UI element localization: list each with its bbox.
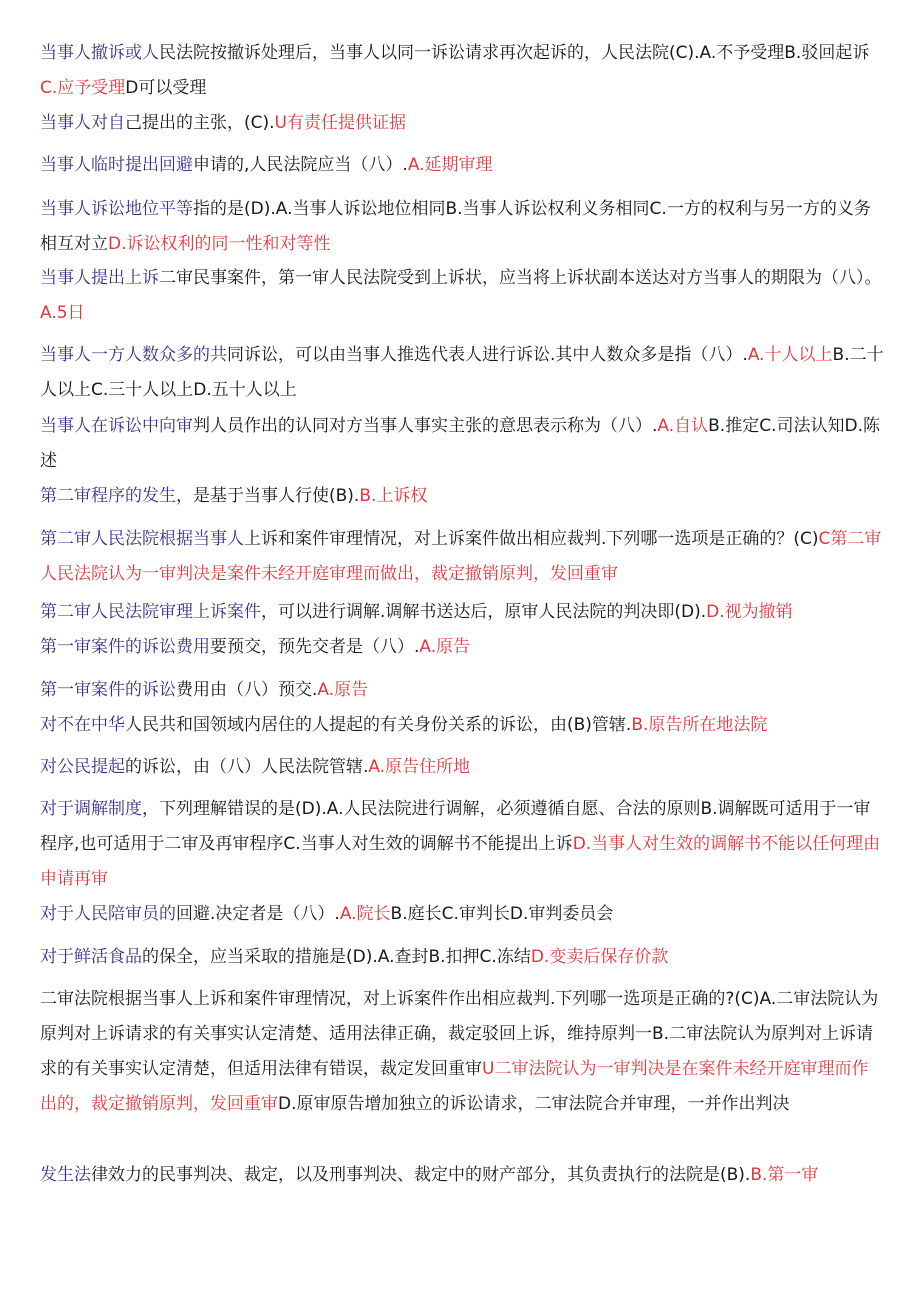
answer-text: U二审法院认为一审判决是在案件未经开庭审理而作出的，裁定撤销原判，发回重审 — [40, 1059, 869, 1114]
answer-text: B.第一审 — [750, 1165, 819, 1185]
question-text: 己提出的主张，(C). — [125, 113, 275, 133]
answer-text: D.当事人对生效的调解书不能以任何理由申请再审 — [40, 834, 881, 889]
question-prefix: 第一审案件的诉讼费用 — [40, 637, 210, 657]
question-prefix: 第一审案件的诉讼 — [40, 680, 176, 700]
question-text: 费用由（八）预交. — [176, 680, 318, 700]
answer-text: B.原告所在地法院 — [631, 715, 768, 735]
question-item — [40, 673, 885, 708]
question-item — [40, 750, 885, 785]
answer-text: D.诉讼权利的同一性和对等性 — [108, 234, 331, 254]
question-prefix: 第二审程序的发生 — [40, 486, 176, 506]
question-prefix: 当事人对自 — [40, 113, 125, 133]
question-prefix: 第二审人民法院审理上诉案件 — [40, 602, 261, 622]
question-item — [40, 940, 885, 975]
question-item — [40, 522, 885, 592]
question-text: 申请的,人民法院应当（八）. — [193, 155, 408, 175]
question-text: 回避.决定者是（八）. — [176, 904, 340, 924]
question-text: 民法院按撤诉处理后，当事人以同一诉讼请求再次起诉的，人民法院(C).A.不予受理B.驳回起诉 — [159, 43, 870, 63]
question-tail: B.庭长C.审判长D.审判委员会 — [390, 904, 614, 924]
question-item — [40, 261, 885, 331]
question-text: 人民共和国领域内居住的人提起的有关身份关系的诉讼，由(B)管辖. — [125, 715, 632, 735]
answer-text: A.院长 — [339, 904, 391, 924]
question-text: 律效力的民事判决、裁定，以及刑事判决、裁定中的财产部分，其负责执行的法院是(B). — [91, 1165, 751, 1185]
answer-text: C第二审人民法院认为一审判决是案件未经开庭审理而做出，裁定撤销原判，发回重审 — [40, 529, 882, 584]
answer-text: A.自认 — [657, 416, 709, 436]
question-prefix: 第二审人民法院根据当事人 — [40, 529, 244, 549]
question-text: ，下列理解错误的是(D).A.人民法院进行调解，必须遵循自愿、合法的原则B.调解既可适用于一审程序,也可适用于二审及再审程序C.当事人对生效的调解书不能提出上诉 — [40, 799, 871, 854]
answer-text: A.5日 — [40, 303, 85, 323]
question-prefix: 对于鲜活食品 — [40, 947, 142, 967]
question-text: 判人员作出的认同对方当事人事实主张的意思表示称为（八）. — [193, 416, 658, 436]
question-tail: D可以受理 — [125, 78, 207, 98]
question-item — [40, 1158, 885, 1193]
question-prefix: 当事人在诉讼中向审 — [40, 416, 193, 436]
question-item — [40, 479, 885, 514]
answer-text: D.变卖后保存价款 — [530, 947, 669, 967]
answer-text: A.延期审理 — [407, 155, 493, 175]
question-prefix: 当事人一方人数众多的共 — [40, 345, 227, 365]
question-item — [40, 106, 885, 141]
question-item — [40, 897, 885, 932]
question-prefix: 当事人临时提出回避 — [40, 155, 193, 175]
answer-text: D.视为撤销 — [706, 602, 793, 622]
question-item — [40, 595, 885, 630]
question-text: 上诉和案件审理情况，对上诉案件做出相应裁判.下列哪一选项是正确的？(C) — [244, 529, 819, 549]
question-text: 同诉讼，可以由当事人推选代表人进行诉讼.其中人数众多是指（八）. — [227, 345, 748, 365]
question-prefix: 对公民提起 — [40, 757, 125, 777]
question-prefix: 对于人民陪审员的 — [40, 904, 176, 924]
question-tail: B.二十人以上C.三十人以上D.五十人以上 — [40, 345, 884, 400]
question-item — [40, 982, 885, 1122]
question-item — [40, 708, 885, 743]
question-text: 指的是(D).A.当事人诉讼地位相同B.当事人诉讼权利义务相同C.一方的权利与另一方的义务相互对立 — [40, 199, 871, 254]
question-text: 二审民事案件，第一审人民法院受到上诉状，应当将上诉状副本送达对方当事人的期限为（八）。 — [159, 268, 882, 288]
question-prefix: 对于调解制度 — [40, 799, 142, 819]
question-item — [40, 192, 885, 262]
answer-text: C.应予受理 — [40, 78, 126, 98]
question-item — [40, 630, 885, 665]
question-item — [40, 409, 885, 479]
answer-text: A.原告 — [419, 637, 471, 657]
question-tail: B.推定C.司法认知D.陈述 — [40, 416, 880, 471]
question-prefix: 当事人诉讼地位平等 — [40, 199, 193, 219]
question-prefix: 发生法 — [40, 1165, 91, 1185]
answer-text: U有责任提供证据 — [274, 113, 406, 133]
question-item — [40, 792, 885, 897]
answer-text: A.原告住所地 — [368, 757, 471, 777]
question-text: 的保全，应当采取的措施是(D).A.查封B.扣押C.冻结 — [142, 947, 531, 967]
question-text: ，可以进行调解.调解书送达后，原审人民法院的判决即(D). — [261, 602, 707, 622]
question-item — [40, 338, 885, 408]
question-prefix: 当事人提出上诉 — [40, 268, 159, 288]
question-tail: D.原审原告增加独立的诉讼请求，二审法院合并审理，一并作出判决 — [278, 1094, 790, 1114]
question-item — [40, 148, 885, 183]
answer-text: B.上诉权 — [359, 486, 428, 506]
question-prefix: 对不在中华 — [40, 715, 125, 735]
answer-text: A.十人以上 — [747, 345, 833, 365]
question-text: ，是基于当事人行使(B). — [176, 486, 360, 506]
question-text: 要预交，预先交者是（八）. — [210, 637, 420, 657]
question-text: 的诉讼，由（八）人民法院管辖. — [125, 757, 369, 777]
question-text: 二审法院根据当事人上诉和案件审理情况，对上诉案件作出相应裁判.下列哪一选项是正确的?(C)A.二审法院认为原判对上诉请求的有关事实认定清楚、适用法律正确，裁定驳回上诉，维持原判一B.二审法院认为原判对上诉请求的有关事实认定清楚，但适用法律有错误，裁定发回重审 — [40, 989, 879, 1079]
question-prefix: 当事人撤诉或人 — [40, 43, 159, 63]
answer-text: A.原告 — [317, 680, 369, 700]
question-item — [40, 36, 885, 106]
